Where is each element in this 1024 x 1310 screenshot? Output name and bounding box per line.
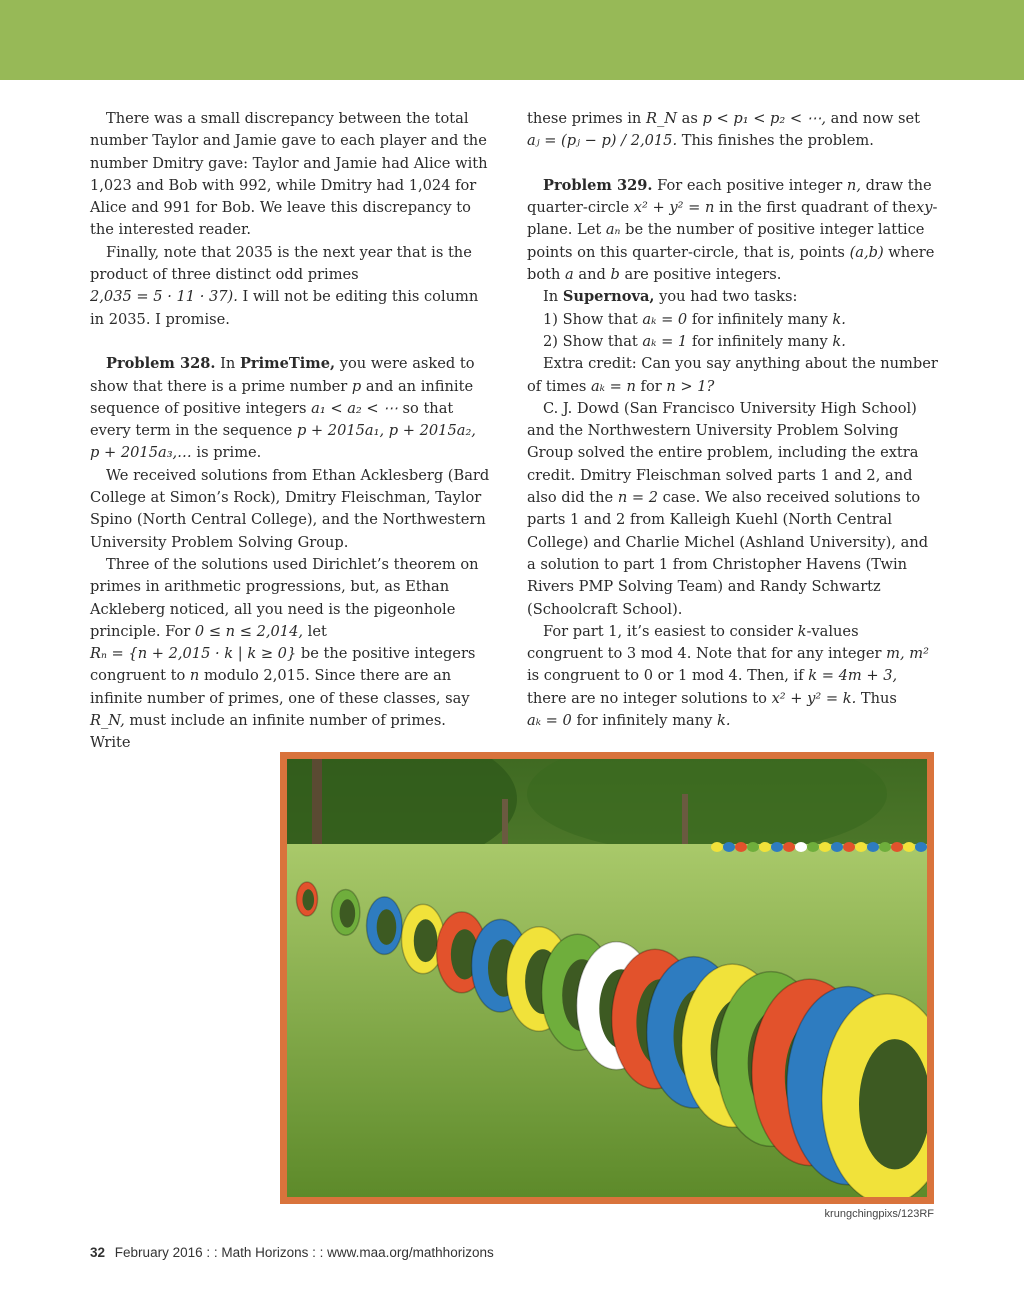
background-tire [819,842,831,852]
paragraph-solution-329: For part 1, it’s easiest to consider k-values congruent to 3 mod 4. Note that for any integer m, m² is congruent to 0 or 1 mod 4. Then, if k = 4m + 3, there are no integer solutions to x² + y² = k. Thus aₖ = 0 for infinitely many k. [527,622,929,730]
background-tire [843,842,855,852]
paragraph-2035: Finally, note that 2035 is the next year that is the product of three distinct odd primes 2,035 = 5 · 11 · 37). I will not be editing this column in 2035. I promise. [90,243,479,328]
background-tire [771,842,783,852]
background-tire [879,842,891,852]
column-name-supernova: Supernova, [562,288,655,306]
math-factorization: 2,035 = 5 · 11 · 37). [90,288,238,306]
problem-329-heading: Problem 329. [543,176,653,194]
paragraph-problem-329: Problem 329. For each positive integer n, draw the quarter-circle x² + y² = n in the first quadrant of thexy-plane. Let aₙ be the number of positive integer lattice points on this quarter-circle, that is, points (a,b) where both a and b are positive integers. [527,176,938,284]
column-name-primetime: PrimeTime, [239,355,336,373]
paragraph-solvers-328: We received solutions from Ethan Acklesberg (Bard College at Simon’s Rock), Dmitry Fleischman, Taylor Spino (North Central College), and the Northwestern University Problem Solving Group. [90,466,490,551]
background-tire [891,842,903,852]
background-tire [915,842,927,852]
right-column [527,108,939,732]
paragraph-solution-328: Three of the solutions used Dirichlet’s theorem on primes in arithmetic progressions, but, as Ethan Ackleberg noticed, all you need is the pigeonhole principle. For 0 ≤ n ≤ 2,014, let Rₙ = {n + 2,015 · k | k ≥ 0} be the positive integers congruent to n modulo 2,015. Since there are an infinite number of primes, one of these classes, say R_N, must include an infinite number of primes. Write [90,555,479,752]
background-tire [723,842,735,852]
paragraph-discrepancy: There was a small discrepancy between the total number Taylor and Jamie gave to each player and the number Dmitry gave: Taylor and Jamie had Alice with 1,023 and Bob with 992, while Dmitry had 1,024 for Alice and 991 for Bob. We leave this discrepancy to the interested reader. [90,110,488,239]
extra-credit: Extra credit: Can you say anything about the number of times aₖ = n for n > 1? [527,355,938,395]
background-tire [807,842,819,852]
background-tire [759,842,771,852]
page-footer [90,1245,494,1260]
photo-illustration [287,759,927,1197]
background-tire [747,842,759,852]
background-tire [735,842,747,852]
tire [296,882,317,916]
photo-credit: krungchingpixs/123RF [824,1208,934,1220]
tire [331,889,359,935]
background-tire [855,842,867,852]
task-1: 1) Show that aₖ = 0 for infinitely many k. [543,310,846,328]
paragraph-problem-328: Problem 328. In PrimeTime, you were asked to show that there is a prime number p and an infinite sequence of positive integers a₁ < a₂ < ⋯ so that every term in the sequence p + 2015a₁, p + 2015a₂, p + 2015a₃,… is prime. [90,355,476,462]
paragraph-finish-328: these primes in R_N as p < p₁ < p₂ < ⋯, and now set aⱼ = (pⱼ − p) / 2,015. This finishes the problem. [527,110,921,150]
header-bar [0,0,1024,80]
paragraph-supernova: In Supernova, you had two tasks: [543,288,798,306]
paragraph-solvers-329: C. J. Dowd (San Francisco University High School) and the Northwestern University Problem Solving Group solved the entire problem, including the extra credit. Dmitry Fleischman solved parts 1 and 2, and also did the n = 2 case. We also received solutions to parts 1 and 2 from Kalleigh Kuehl (North Central College) and Charlie Michel (Ashland University), and a solution to part 1 from Christopher Havens (Twin Rivers PMP Solving Team) and Randy Schwartz (Schoolcraft School). [527,399,929,618]
background-tire [795,842,807,852]
background-tire [831,842,843,852]
background-tire [903,842,915,852]
problem-328-heading: Problem 328. [106,355,216,373]
footer-text: February 2016 : : Math Horizons : : www.maa.org/mathhorizons [114,1245,494,1260]
background-tire [867,842,879,852]
page-number: 32 [90,1245,106,1260]
tire [367,897,403,954]
background-tire [711,842,723,852]
background-tire [783,842,795,852]
task-2: 2) Show that aₖ = 1 for infinitely many k. [543,332,846,350]
left-column [90,108,490,755]
tire-playground-photo [280,752,934,1204]
